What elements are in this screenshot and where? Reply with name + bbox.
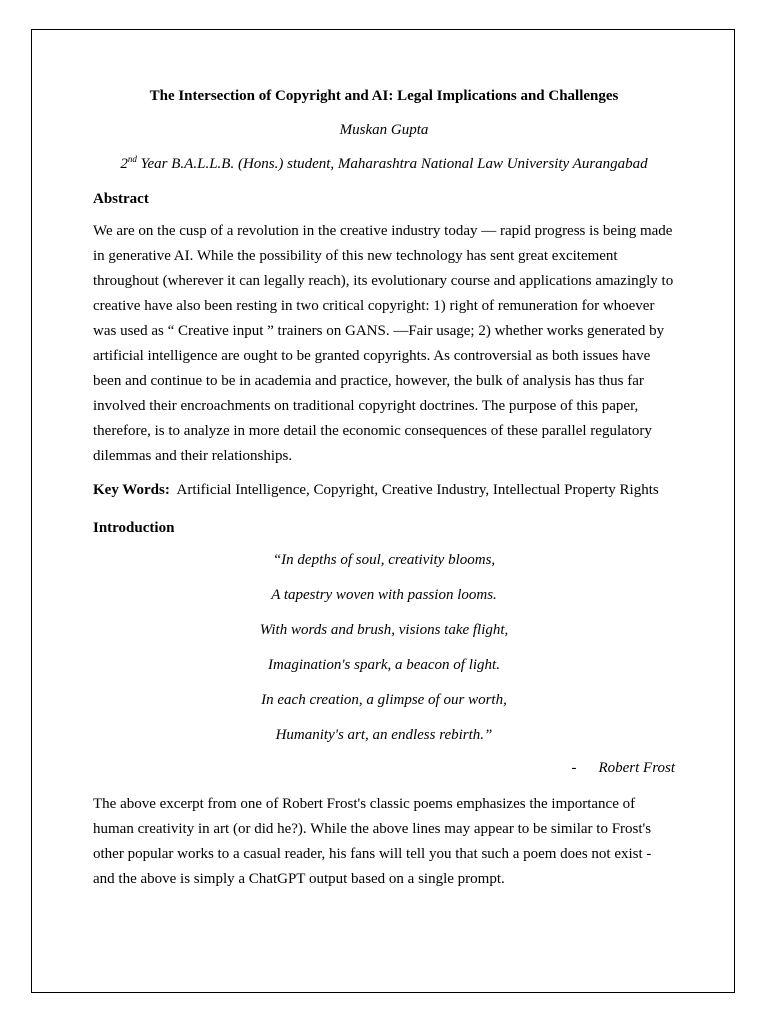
abstract-heading: Abstract [93,191,149,207]
author-affiliation [93,154,675,174]
poem-line: Humanity's art, an endless rebirth.” [275,727,493,743]
document-body [93,86,675,892]
keywords-label: Key Words: [93,482,170,498]
paper-title: The Intersection of Copyright and AI: Legal Implications and Challenges [149,88,619,104]
author-name: Muskan Gupta [339,122,429,138]
poem-line: With words and brush, visions take flight, [259,622,509,638]
poem-line: A tapestry woven with passion looms. [271,587,497,603]
attribution-dash: - [571,760,577,776]
poem-line: In each creation, a glimpse of our worth, [261,692,507,708]
keywords-text: Artificial Intelligence, Copyright, Creative Industry, Intellectual Property Rights [176,482,659,498]
introduction-heading: Introduction [93,520,175,536]
poem-attribution [93,758,675,778]
poem-line: “In depths of soul, creativity blooms, [272,552,496,568]
abstract-text: We are on the cusp of a revolution in the creative industry today — rapid progress is being made in generative AI. While the possibility of this new technology has sent great excitement throughout (wherever it can legally reach), its evolutionary course and applications amazingly to creative have also been resting in two critical copyright: 1) right of remuneration for whoever was used as “ Creative input ” trainers on GANS. —Fair usage; 2) whether works generated by artificial intelligence are ought to be granted copyrights. As controversial as both issues have been and continue to be in academia and practice, however, the bulk of analysis has thus far involved their encroachments on traditional copyright doctrines. The purpose of this paper, therefore, is to analyze in more detail the economic consequences of these parallel regulatory dilemmas and their relationships. [93,223,674,464]
affiliation-text: Year B.A.L.L.B. (Hons.) student, Maharashtra National Law University Aurangabad [136,156,648,172]
keywords [93,478,675,503]
poem-line: Imagination's spark, a beacon of light. [268,657,500,673]
attribution-name: Robert Frost [598,760,675,776]
affiliation-superscript: nd [127,154,137,164]
affiliation-ordinal: 2 [120,156,128,172]
introduction-text: The above excerpt from one of Robert Frost's classic poems emphasizes the importance of human creativity in art (or did he?). While the above lines may appear to be similar to Frost's other popular works to a casual reader, his fans will tell you that such a poem does not exist - and the above is simply a ChatGPT output based on a single prompt. [93,796,652,887]
poem-excerpt [93,550,675,745]
